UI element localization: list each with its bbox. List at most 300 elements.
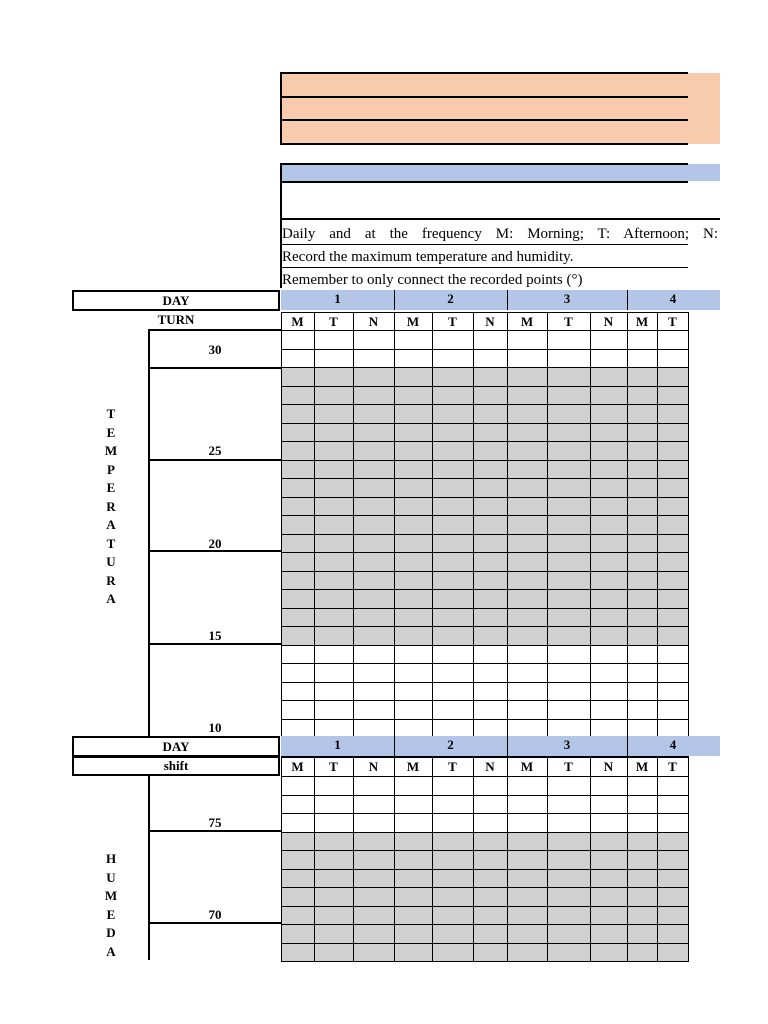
grid-cell[interactable] [354,608,395,627]
grid-cell[interactable] [282,386,315,405]
grid-cell[interactable] [433,664,474,683]
grid-cell[interactable] [591,777,628,796]
grid-cell[interactable] [354,943,395,962]
grid-cell[interactable] [658,719,689,738]
grid-cell[interactable] [433,777,474,796]
grid-cell[interactable] [433,534,474,553]
grid-cell[interactable] [591,682,628,701]
grid-cell[interactable] [354,906,395,925]
grid-cell[interactable] [433,701,474,720]
grid-cell[interactable] [395,349,433,368]
grid-cell[interactable] [658,851,689,870]
grid-cell[interactable] [474,571,508,590]
grid-cell[interactable] [433,795,474,814]
grid-cell[interactable] [315,608,354,627]
grid-cell[interactable] [548,814,591,833]
grid-cell[interactable] [658,906,689,925]
grid-cell[interactable] [658,590,689,609]
grid-cell[interactable] [315,719,354,738]
grid-cell[interactable] [628,571,658,590]
grid-cell[interactable] [282,645,315,664]
grid-cell[interactable] [548,349,591,368]
grid-cell[interactable] [628,664,658,683]
grid-cell[interactable] [282,814,315,833]
grid-cell[interactable] [354,645,395,664]
grid-cell[interactable] [474,664,508,683]
grid-cell[interactable] [548,460,591,479]
grid-cell[interactable] [474,701,508,720]
grid-cell[interactable] [508,627,548,646]
grid-cell[interactable] [315,925,354,944]
grid-cell[interactable] [315,571,354,590]
grid-cell[interactable] [591,349,628,368]
grid-cell[interactable] [282,758,315,777]
grid-cell[interactable] [433,313,474,331]
grid-cell[interactable] [354,368,395,387]
grid-cell[interactable] [658,777,689,796]
grid-cell[interactable] [474,423,508,442]
grid-cell[interactable] [395,313,433,331]
grid-cell[interactable] [658,571,689,590]
grid-cell[interactable] [282,627,315,646]
grid-cell[interactable] [658,386,689,405]
grid-cell[interactable] [628,795,658,814]
grid-cell[interactable] [395,608,433,627]
grid-cell[interactable] [548,925,591,944]
grid-cell[interactable] [628,814,658,833]
grid-cell[interactable] [282,405,315,424]
grid-cell[interactable] [282,534,315,553]
grid-cell[interactable] [433,645,474,664]
grid-cell[interactable] [628,608,658,627]
grid-cell[interactable] [628,405,658,424]
grid-cell[interactable] [395,590,433,609]
grid-cell[interactable] [508,701,548,720]
grid-cell[interactable] [591,534,628,553]
grid-cell[interactable] [474,590,508,609]
grid-cell[interactable] [628,832,658,851]
grid-cell[interactable] [628,925,658,944]
grid-cell[interactable] [548,442,591,461]
grid-cell[interactable] [508,313,548,331]
grid-cell[interactable] [508,664,548,683]
grid-cell[interactable] [508,869,548,888]
grid-cell[interactable] [658,460,689,479]
grid-cell[interactable] [433,497,474,516]
grid-cell[interactable] [658,349,689,368]
grid-cell[interactable] [508,719,548,738]
grid-cell[interactable] [658,608,689,627]
grid-cell[interactable] [508,349,548,368]
grid-cell[interactable] [282,553,315,572]
grid-cell[interactable] [508,571,548,590]
grid-cell[interactable] [395,795,433,814]
grid-cell[interactable] [628,331,658,350]
grid-cell[interactable] [474,925,508,944]
grid-cell[interactable] [658,869,689,888]
grid-cell[interactable] [315,758,354,777]
grid-cell[interactable] [591,795,628,814]
grid-cell[interactable] [508,925,548,944]
grid-cell[interactable] [354,331,395,350]
grid-cell[interactable] [395,906,433,925]
grid-cell[interactable] [395,516,433,535]
grid-cell[interactable] [395,758,433,777]
grid-cell[interactable] [474,814,508,833]
grid-cell[interactable] [628,368,658,387]
grid-cell[interactable] [628,645,658,664]
grid-cell[interactable] [395,701,433,720]
grid-cell[interactable] [433,460,474,479]
grid-cell[interactable] [628,906,658,925]
grid-cell[interactable] [354,701,395,720]
grid-cell[interactable] [628,386,658,405]
grid-cell[interactable] [315,682,354,701]
grid-cell[interactable] [433,516,474,535]
grid-cell[interactable] [628,590,658,609]
grid-cell[interactable] [315,331,354,350]
grid-cell[interactable] [315,851,354,870]
grid-cell[interactable] [433,832,474,851]
grid-cell[interactable] [354,664,395,683]
grid-cell[interactable] [315,553,354,572]
grid-cell[interactable] [658,405,689,424]
grid-cell[interactable] [433,943,474,962]
grid-cell[interactable] [548,795,591,814]
grid-cell[interactable] [315,442,354,461]
grid-cell[interactable] [591,442,628,461]
grid-cell[interactable] [354,832,395,851]
grid-cell[interactable] [628,516,658,535]
grid-cell[interactable] [474,442,508,461]
grid-cell[interactable] [508,460,548,479]
grid-cell[interactable] [548,832,591,851]
grid-cell[interactable] [548,571,591,590]
grid-cell[interactable] [548,423,591,442]
grid-cell[interactable] [315,777,354,796]
grid-cell[interactable] [395,423,433,442]
grid-cell[interactable] [282,313,315,331]
grid-cell[interactable] [658,701,689,720]
grid-cell[interactable] [354,719,395,738]
grid-cell[interactable] [395,888,433,907]
grid-cell[interactable] [474,368,508,387]
grid-cell[interactable] [508,331,548,350]
grid-cell[interactable] [354,777,395,796]
grid-cell[interactable] [658,442,689,461]
grid-cell[interactable] [433,906,474,925]
grid-cell[interactable] [591,331,628,350]
grid-cell[interactable] [395,479,433,498]
grid-cell[interactable] [658,534,689,553]
grid-cell[interactable] [628,701,658,720]
grid-cell[interactable] [658,925,689,944]
grid-cell[interactable] [395,331,433,350]
grid-cell[interactable] [474,851,508,870]
grid-cell[interactable] [658,497,689,516]
grid-cell[interactable] [548,313,591,331]
grid-cell[interactable] [548,758,591,777]
grid-cell[interactable] [354,571,395,590]
grid-cell[interactable] [315,368,354,387]
grid-cell[interactable] [395,553,433,572]
grid-cell[interactable] [282,943,315,962]
grid-cell[interactable] [282,925,315,944]
grid-cell[interactable] [395,851,433,870]
grid-cell[interactable] [315,832,354,851]
grid-cell[interactable] [395,645,433,664]
grid-cell[interactable] [474,719,508,738]
grid-cell[interactable] [508,553,548,572]
grid-cell[interactable] [474,777,508,796]
grid-cell[interactable] [315,645,354,664]
grid-cell[interactable] [548,497,591,516]
grid-cell[interactable] [628,460,658,479]
grid-cell[interactable] [591,664,628,683]
grid-cell[interactable] [508,814,548,833]
grid-cell[interactable] [282,460,315,479]
grid-cell[interactable] [591,869,628,888]
grid-cell[interactable] [658,516,689,535]
grid-cell[interactable] [508,832,548,851]
grid-cell[interactable] [395,627,433,646]
grid-cell[interactable] [508,497,548,516]
grid-cell[interactable] [282,479,315,498]
grid-cell[interactable] [658,682,689,701]
grid-cell[interactable] [548,386,591,405]
grid-cell[interactable] [315,479,354,498]
grid-cell[interactable] [591,571,628,590]
grid-cell[interactable] [591,516,628,535]
grid-cell[interactable] [315,516,354,535]
grid-cell[interactable] [315,423,354,442]
grid-cell[interactable] [474,608,508,627]
grid-cell[interactable] [395,925,433,944]
grid-cell[interactable] [395,442,433,461]
grid-cell[interactable] [395,571,433,590]
grid-cell[interactable] [354,627,395,646]
grid-cell[interactable] [658,832,689,851]
grid-cell[interactable] [315,888,354,907]
grid-cell[interactable] [508,423,548,442]
grid-cell[interactable] [508,851,548,870]
grid-cell[interactable] [658,331,689,350]
grid-cell[interactable] [548,719,591,738]
grid-cell[interactable] [315,497,354,516]
grid-cell[interactable] [395,664,433,683]
grid-cell[interactable] [658,943,689,962]
grid-cell[interactable] [395,719,433,738]
grid-cell[interactable] [395,460,433,479]
grid-cell[interactable] [591,814,628,833]
grid-cell[interactable] [591,701,628,720]
grid-cell[interactable] [395,405,433,424]
grid-cell[interactable] [315,590,354,609]
grid-cell[interactable] [354,516,395,535]
grid-cell[interactable] [658,479,689,498]
grid-cell[interactable] [508,479,548,498]
grid-cell[interactable] [315,313,354,331]
grid-cell[interactable] [354,869,395,888]
grid-cell[interactable] [433,719,474,738]
grid-cell[interactable] [658,368,689,387]
grid-cell[interactable] [315,906,354,925]
grid-cell[interactable] [548,553,591,572]
grid-cell[interactable] [433,869,474,888]
grid-cell[interactable] [395,869,433,888]
grid-cell[interactable] [282,331,315,350]
grid-cell[interactable] [628,682,658,701]
grid-cell[interactable] [354,479,395,498]
grid-cell[interactable] [628,719,658,738]
grid-cell[interactable] [282,349,315,368]
grid-cell[interactable] [282,795,315,814]
grid-cell[interactable] [315,349,354,368]
grid-cell[interactable] [658,758,689,777]
grid-cell[interactable] [508,888,548,907]
grid-cell[interactable] [628,758,658,777]
grid-cell[interactable] [395,386,433,405]
grid-cell[interactable] [433,682,474,701]
grid-cell[interactable] [474,479,508,498]
grid-cell[interactable] [508,943,548,962]
grid-cell[interactable] [591,590,628,609]
grid-cell[interactable] [354,497,395,516]
grid-cell[interactable] [354,442,395,461]
grid-cell[interactable] [628,423,658,442]
grid-cell[interactable] [591,608,628,627]
grid-cell[interactable] [508,590,548,609]
grid-cell[interactable] [395,682,433,701]
grid-cell[interactable] [591,925,628,944]
grid-cell[interactable] [591,405,628,424]
grid-cell[interactable] [591,460,628,479]
grid-cell[interactable] [548,368,591,387]
grid-cell[interactable] [474,313,508,331]
grid-cell[interactable] [508,682,548,701]
grid-cell[interactable] [282,777,315,796]
grid-cell[interactable] [282,851,315,870]
grid-cell[interactable] [354,814,395,833]
grid-cell[interactable] [433,368,474,387]
grid-cell[interactable] [354,349,395,368]
grid-cell[interactable] [315,386,354,405]
grid-cell[interactable] [282,719,315,738]
grid-cell[interactable] [548,943,591,962]
grid-cell[interactable] [474,758,508,777]
grid-cell[interactable] [474,553,508,572]
grid-cell[interactable] [433,888,474,907]
grid-cell[interactable] [282,368,315,387]
grid-cell[interactable] [433,479,474,498]
grid-cell[interactable] [591,313,628,331]
grid-cell[interactable] [395,832,433,851]
grid-cell[interactable] [282,869,315,888]
grid-cell[interactable] [315,460,354,479]
grid-cell[interactable] [548,701,591,720]
grid-cell[interactable] [433,851,474,870]
grid-cell[interactable] [282,888,315,907]
grid-cell[interactable] [548,405,591,424]
grid-cell[interactable] [591,719,628,738]
grid-cell[interactable] [354,405,395,424]
grid-cell[interactable] [548,516,591,535]
grid-cell[interactable] [591,386,628,405]
grid-cell[interactable] [433,386,474,405]
grid-cell[interactable] [433,608,474,627]
grid-cell[interactable] [474,405,508,424]
grid-cell[interactable] [548,608,591,627]
grid-cell[interactable] [315,627,354,646]
grid-cell[interactable] [508,795,548,814]
grid-cell[interactable] [591,758,628,777]
grid-cell[interactable] [282,664,315,683]
grid-cell[interactable] [591,832,628,851]
grid-cell[interactable] [474,349,508,368]
grid-cell[interactable] [508,534,548,553]
grid-cell[interactable] [433,758,474,777]
grid-cell[interactable] [282,608,315,627]
grid-cell[interactable] [548,682,591,701]
grid-cell[interactable] [354,795,395,814]
grid-cell[interactable] [508,645,548,664]
grid-cell[interactable] [658,645,689,664]
grid-cell[interactable] [354,888,395,907]
grid-cell[interactable] [315,869,354,888]
grid-cell[interactable] [474,386,508,405]
grid-cell[interactable] [591,851,628,870]
grid-cell[interactable] [548,664,591,683]
grid-cell[interactable] [591,368,628,387]
grid-cell[interactable] [628,777,658,796]
grid-cell[interactable] [658,888,689,907]
grid-cell[interactable] [508,906,548,925]
grid-cell[interactable] [282,701,315,720]
grid-cell[interactable] [395,943,433,962]
grid-cell[interactable] [474,534,508,553]
grid-cell[interactable] [354,925,395,944]
grid-cell[interactable] [395,497,433,516]
grid-cell[interactable] [548,869,591,888]
grid-cell[interactable] [658,627,689,646]
grid-cell[interactable] [548,645,591,664]
grid-cell[interactable] [591,553,628,572]
grid-cell[interactable] [474,516,508,535]
grid-cell[interactable] [433,571,474,590]
grid-cell[interactable] [508,777,548,796]
grid-cell[interactable] [628,497,658,516]
grid-cell[interactable] [628,313,658,331]
grid-cell[interactable] [628,888,658,907]
grid-cell[interactable] [474,682,508,701]
grid-cell[interactable] [658,664,689,683]
grid-cell[interactable] [508,386,548,405]
grid-cell[interactable] [433,627,474,646]
grid-cell[interactable] [474,497,508,516]
grid-cell[interactable] [628,479,658,498]
grid-cell[interactable] [282,571,315,590]
grid-cell[interactable] [282,497,315,516]
grid-cell[interactable] [433,590,474,609]
grid-cell[interactable] [548,777,591,796]
grid-cell[interactable] [395,777,433,796]
grid-cell[interactable] [433,331,474,350]
grid-cell[interactable] [354,682,395,701]
grid-cell[interactable] [315,814,354,833]
grid-cell[interactable] [591,906,628,925]
grid-cell[interactable] [315,664,354,683]
grid-cell[interactable] [354,313,395,331]
